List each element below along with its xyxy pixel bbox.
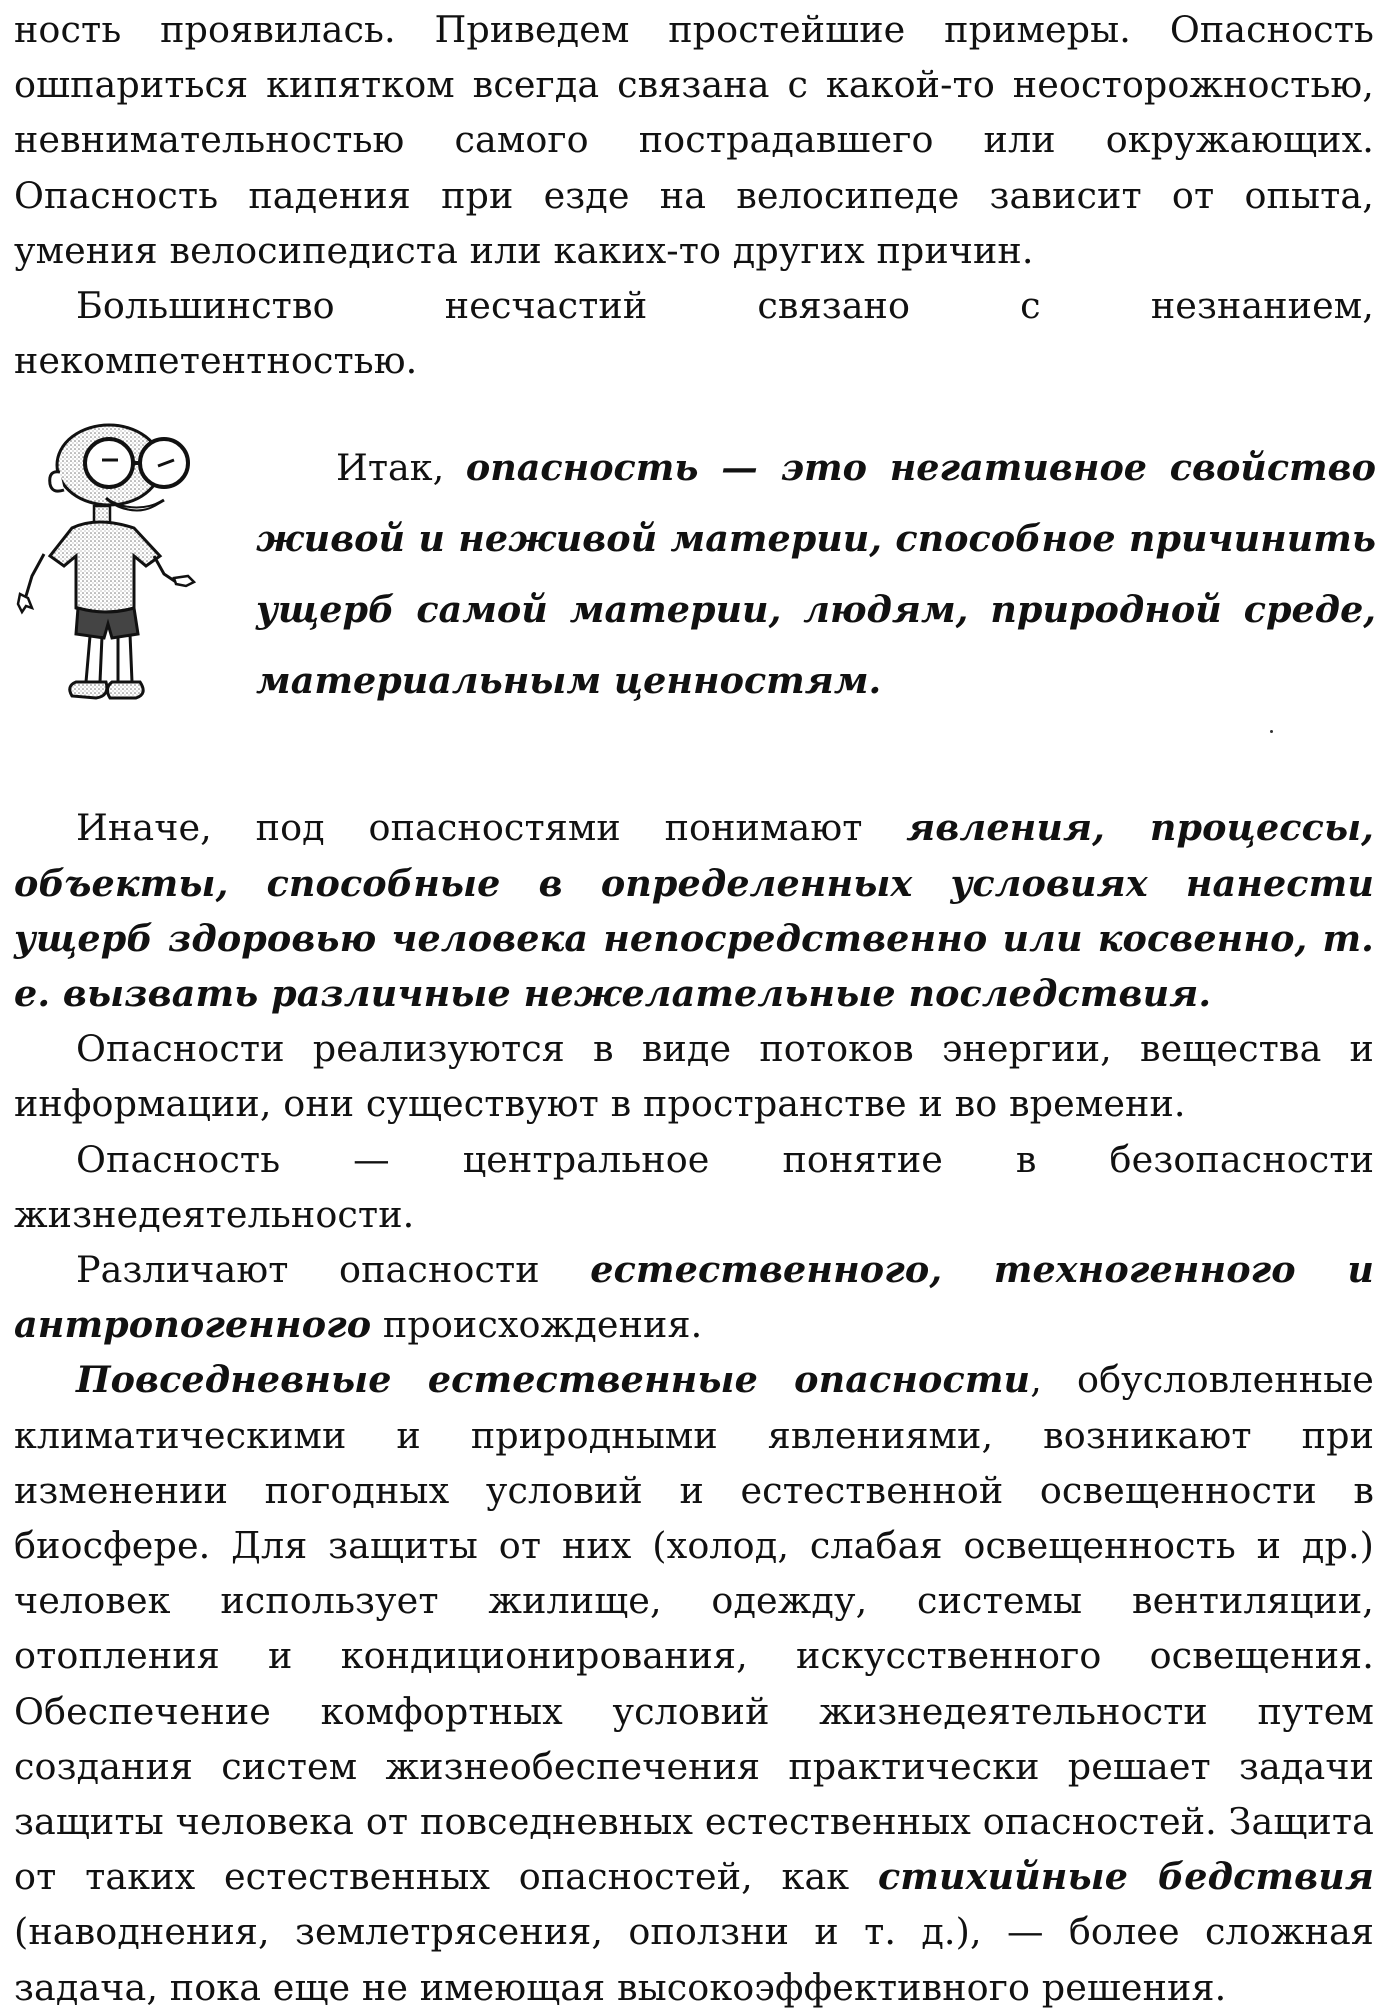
distinguish-paragraph [14, 1242, 1374, 1352]
everyday-tail: (наводнения, землетрясения, оползни и т. д.), — более сложная задача, пока еще не имеющая высокоэффективного решения. [14, 1910, 1374, 2009]
distinguish-emphasis: естественного, техногенного и антропогенного [14, 1248, 1374, 1347]
everyday-body: , обусловленные климатическими и природными явлениями, возникают при изменении погодных условий и естественной освещенности в биосфере. Для защиты от них (холод, слабая освещенность и др.) человек использует жилище, одежду, системы вентиляции, отопления и кондиционирования, искусственного освещения. Обеспечение комфортных условий жизнедеятельности путем создания систем жизнеобеспечения практически решает задачи защиты человека от повседневных естественных опасностей. Защита от таких естественных опасностей, как [14, 1358, 1374, 1899]
intro-paragraph: ность проявилась. Приведем простейшие примеры. Опасность ошпариться кипятком всегда связана с какой-то неосторожностью, невнимательностью самого пострадавшего или окружающих. Опасность падения при езде на велосипеде зависит от опыта, умения велосипедиста или каких-то других причин. [14, 8, 1374, 272]
definition-lead: Итак, [336, 446, 466, 490]
distinguish-tail: происхождения. [371, 1303, 703, 1347]
disasters-emphasis: стихийные бедствия [877, 1855, 1374, 1899]
everyday-emphasis: Повседневные естественные опасности [76, 1358, 1031, 1402]
text-page [14, 0, 1374, 2015]
everyday-hazards-paragraph [14, 1352, 1374, 2014]
otherwise-emphasis: явления, процессы, объекты, способные в определенных условиях нанести ущерб здоровью человека непосредственно или косвенно, т. е. вызвать различные нежелательные последствия. [14, 806, 1374, 1016]
otherwise-paragraph [14, 800, 1374, 1021]
realize-paragraph: Опасности реализуются в виде потоков энергии, вещества и информации, они существуют в пространстве и во времени. [14, 1027, 1374, 1126]
central-concept-paragraph: Опасность — центральное понятие в безопасности жизнедеятельности. [14, 1137, 1374, 1236]
otherwise-lead: Иначе, под опасностями понимают [76, 806, 907, 850]
cartoon-boy-with-glasses-icon [14, 420, 244, 720]
scan-speck [1270, 730, 1273, 733]
distinguish-lead: Различают опасности [76, 1248, 591, 1292]
definition-emphasis: опасность — это негативное свойство живой и неживой материи, способное причинить ущерб самой материи, людям, природной среде, материальным ценностям. [256, 446, 1376, 703]
ignorance-paragraph: Большинство несчастий связано с незнанием, некомпетентностью. [14, 284, 1374, 383]
definition-paragraph [256, 432, 1376, 716]
definition-block [14, 412, 1374, 794]
